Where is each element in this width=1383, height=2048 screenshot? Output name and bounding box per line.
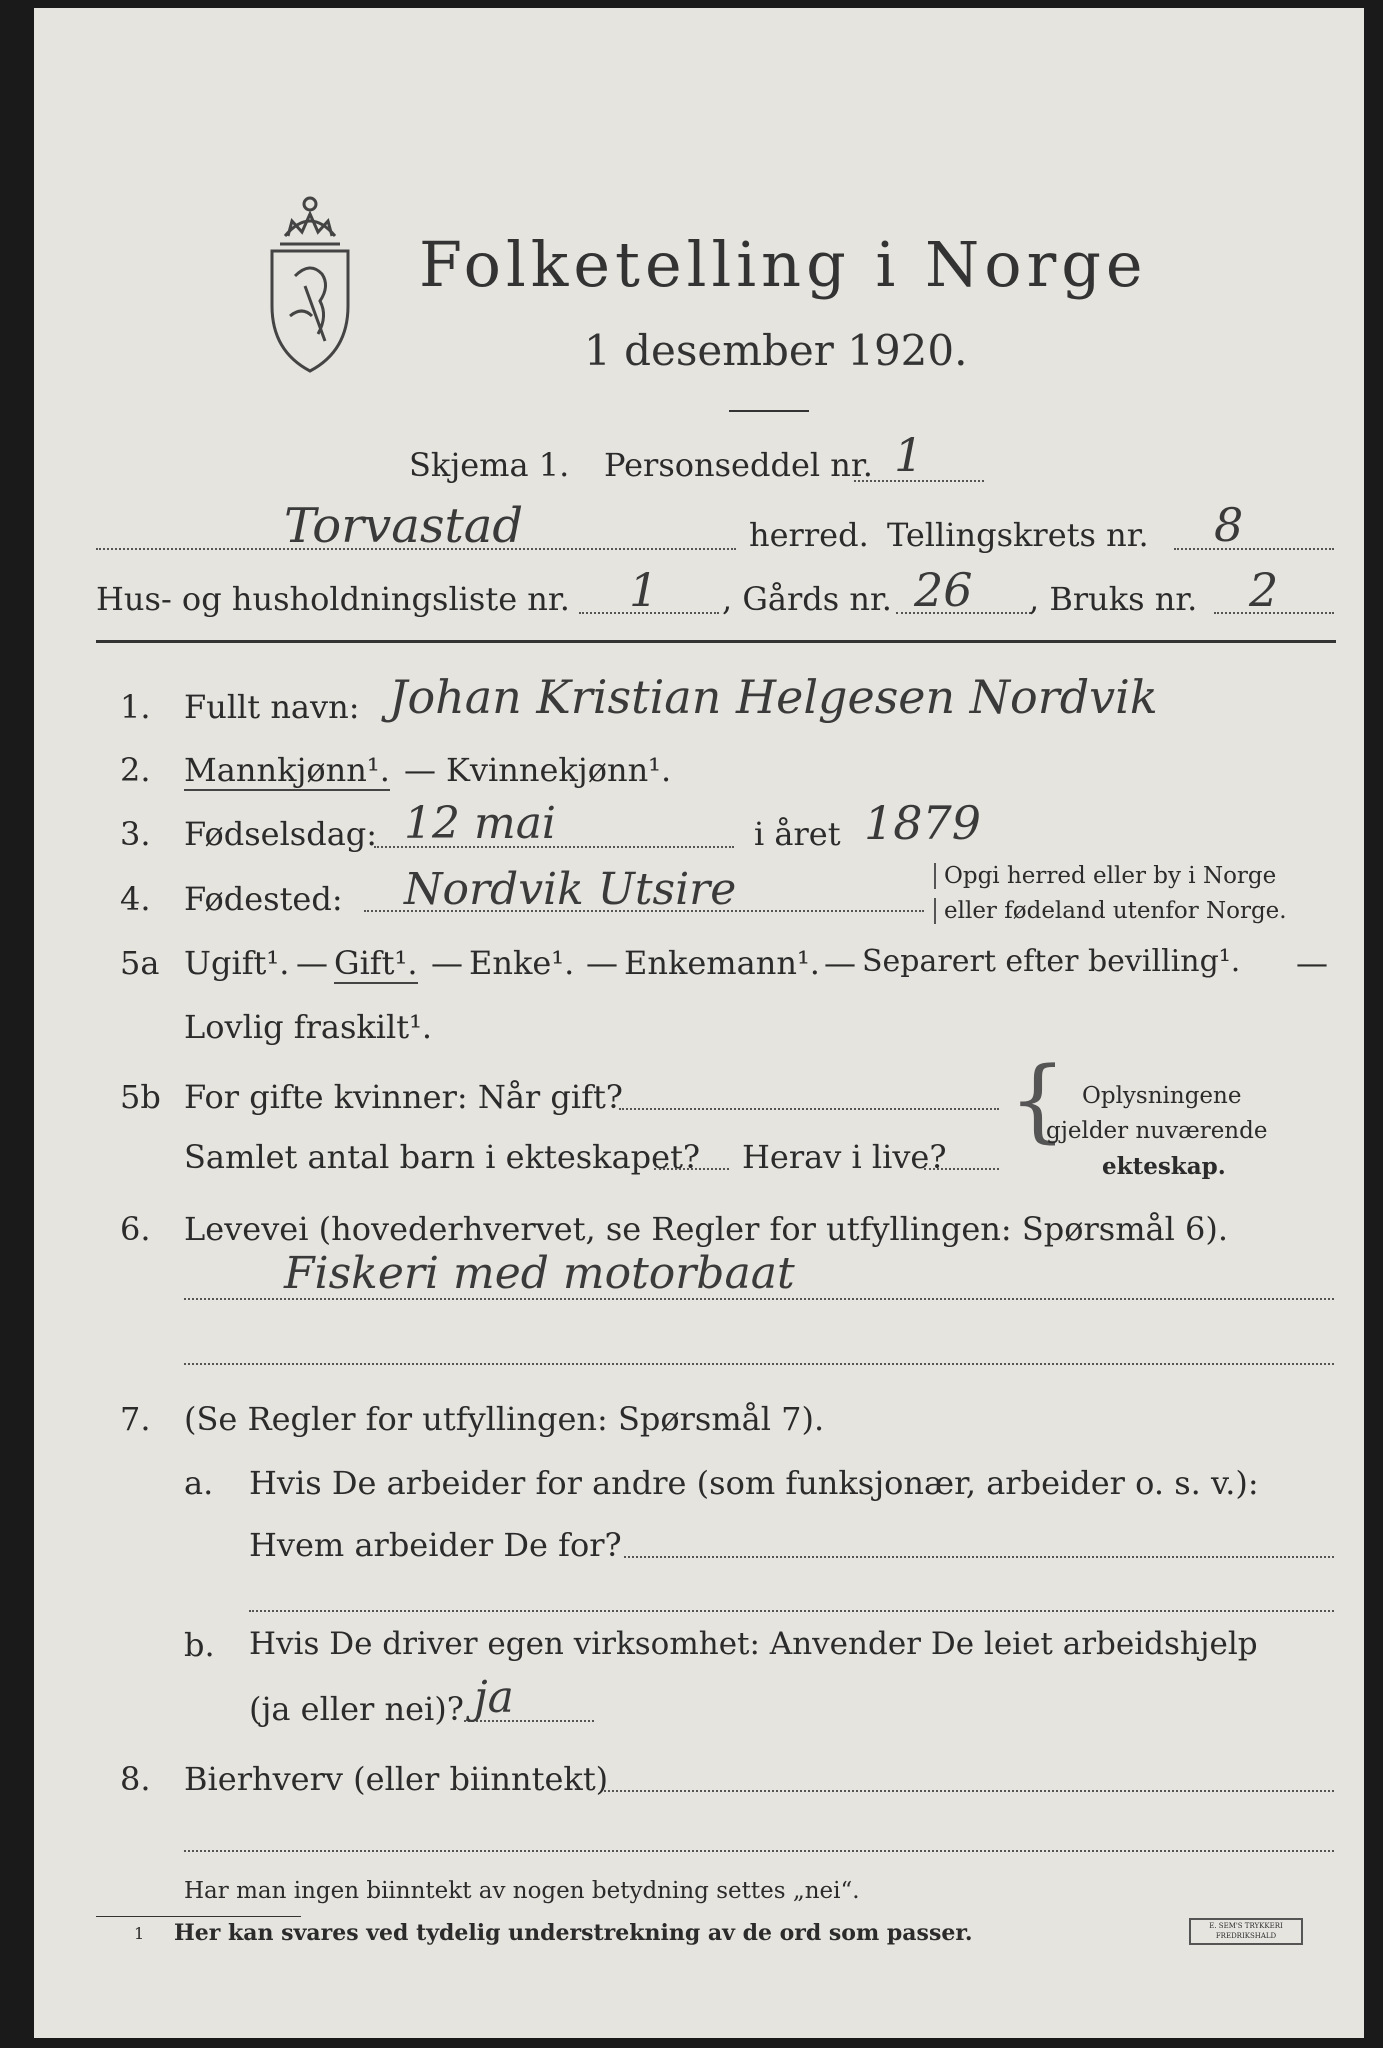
status-gift[interactable]: Gift¹. bbox=[334, 944, 418, 982]
gender-female[interactable]: Kvinnekjønn¹. bbox=[446, 751, 672, 789]
q7b-line2: (ja eller nei)? bbox=[249, 1690, 464, 1728]
q1-number: 1. bbox=[120, 688, 151, 726]
q7b-line1: Hvis De driver egen virksomhet: Anvender De leiet arbeidshjelp bbox=[249, 1626, 1258, 1662]
q4-number: 4. bbox=[120, 880, 151, 918]
secondary-income-note: Har man ingen biinntekt av nogen betydning settes „nei“. bbox=[184, 1878, 860, 1904]
children-alive-field[interactable] bbox=[924, 1168, 999, 1170]
q8-number: 8. bbox=[120, 1760, 151, 1798]
bruks-label: , Bruks nr. bbox=[1029, 580, 1198, 618]
gender-dash: — bbox=[404, 751, 436, 789]
hus-label: Hus- og husholdningsliste nr. bbox=[96, 580, 570, 618]
status-dash-2: — bbox=[431, 944, 463, 982]
q3-number: 3. bbox=[120, 815, 151, 853]
q5b-note-3: ekteskap. bbox=[1102, 1153, 1226, 1180]
birth-year-value: 1879 bbox=[864, 796, 982, 850]
norway-coat-of-arms-icon bbox=[250, 166, 370, 376]
q1-label: Fullt navn: bbox=[184, 688, 360, 726]
gards-value: 26 bbox=[914, 563, 973, 617]
q3-label: Fødselsdag: bbox=[184, 815, 378, 853]
q7a-line1: Hvis De arbeider for andre (som funksjonær, arbeider o. s. v.): bbox=[249, 1464, 1259, 1502]
schema-label: Skjema 1. bbox=[409, 446, 570, 484]
tellingskrets-label: Tellingskrets nr. bbox=[887, 516, 1149, 554]
q4-label: Fødested: bbox=[184, 880, 343, 918]
header-rule bbox=[96, 640, 1336, 643]
status-enkemann[interactable]: Enkemann¹. bbox=[624, 944, 820, 982]
form-title: Folketelling i Norge bbox=[419, 228, 1148, 301]
q8-label: Bierhverv (eller biinntekt) bbox=[184, 1760, 609, 1798]
birthday-value: 12 mai bbox=[404, 798, 557, 849]
q6-number: 6. bbox=[120, 1210, 151, 1248]
herred-value: Torvastad bbox=[284, 498, 524, 554]
q5b-brace: { bbox=[1009, 1048, 1067, 1153]
secondary-income-field-2[interactable] bbox=[184, 1850, 1334, 1852]
footnote-divider bbox=[96, 1916, 301, 1917]
census-date: 1 desember 1920. bbox=[584, 326, 968, 375]
q7-label: (Se Regler for utfyllingen: Spørsmål 7). bbox=[184, 1400, 825, 1438]
tellingskrets-field[interactable] bbox=[1174, 548, 1334, 550]
tellingskrets-value: 8 bbox=[1214, 498, 1244, 552]
employer-field-1[interactable] bbox=[624, 1556, 1334, 1558]
status-separert[interactable]: Separert efter bevilling¹. bbox=[862, 944, 1241, 979]
printer-stamp: E. SEM'S TRYKKERI FREDRIKSHALD bbox=[1189, 1918, 1303, 1945]
status-dash-3: — bbox=[586, 944, 618, 982]
gards-label: , Gårds nr. bbox=[722, 580, 892, 618]
birthplace-value: Nordvik Utsire bbox=[404, 864, 737, 915]
hired-help-value: ja bbox=[474, 1672, 514, 1723]
occupation-value: Fiskeri med motorbaat bbox=[284, 1248, 795, 1299]
q7-number: 7. bbox=[120, 1400, 151, 1438]
q5b-line1: For gifte kvinner: Når gift? bbox=[184, 1078, 623, 1116]
q7a-number: a. bbox=[184, 1464, 214, 1502]
status-dash-4: — bbox=[824, 944, 856, 982]
birthplace-note-2: eller fødeland utenfor Norge. bbox=[934, 898, 1287, 924]
birth-year-label: i året bbox=[754, 815, 841, 853]
status-dash-1: — bbox=[296, 944, 328, 982]
personseddel-value: 1 bbox=[894, 428, 924, 482]
full-name-value: Johan Kristian Helgesen Nordvik bbox=[389, 670, 1158, 724]
q5b-line2a: Samlet antal barn i ekteskapet? bbox=[184, 1138, 701, 1176]
q7a-line2: Hvem arbeider De for? bbox=[249, 1526, 622, 1564]
status-enke[interactable]: Enke¹. bbox=[469, 944, 575, 982]
bruks-value: 2 bbox=[1249, 563, 1279, 617]
gender-male[interactable]: Mannkjønn¹. bbox=[184, 751, 390, 789]
q5b-line2b: Herav i live? bbox=[742, 1138, 947, 1176]
herred-label: herred. bbox=[749, 516, 869, 554]
footnote-mark: 1 bbox=[134, 1924, 145, 1943]
q5b-number: 5b bbox=[120, 1078, 161, 1116]
title-divider bbox=[729, 410, 809, 412]
census-form bbox=[34, 8, 1364, 2038]
q5b-note-1: Oplysningene bbox=[1082, 1083, 1242, 1109]
employer-field-2[interactable] bbox=[249, 1610, 1334, 1612]
q7b-number: b. bbox=[184, 1626, 215, 1664]
marriage-date-field[interactable] bbox=[619, 1108, 999, 1110]
secondary-income-field-1[interactable] bbox=[604, 1790, 1334, 1792]
q2-number: 2. bbox=[120, 751, 151, 789]
occupation-field-2[interactable] bbox=[184, 1363, 1334, 1365]
q5a-number: 5a bbox=[120, 944, 160, 982]
status-dash-5: — bbox=[1296, 944, 1328, 982]
personseddel-label: Personseddel nr. bbox=[604, 446, 873, 484]
status-fraskilt[interactable]: Lovlig fraskilt¹. bbox=[184, 1008, 433, 1046]
footnote-text: Her kan svares ved tydelig understrekning av de ord som passer. bbox=[174, 1920, 973, 1946]
status-ugift[interactable]: Ugift¹. bbox=[184, 944, 290, 982]
q6-label: Levevei (hovederhvervet, se Regler for utfyllingen: Spørsmål 6). bbox=[184, 1210, 1229, 1248]
children-count-field[interactable] bbox=[654, 1168, 729, 1170]
birthplace-note-1: Opgi herred eller by i Norge bbox=[934, 863, 1276, 889]
q5b-note-2: gjelder nuværende bbox=[1046, 1118, 1268, 1144]
hus-value: 1 bbox=[629, 563, 659, 617]
